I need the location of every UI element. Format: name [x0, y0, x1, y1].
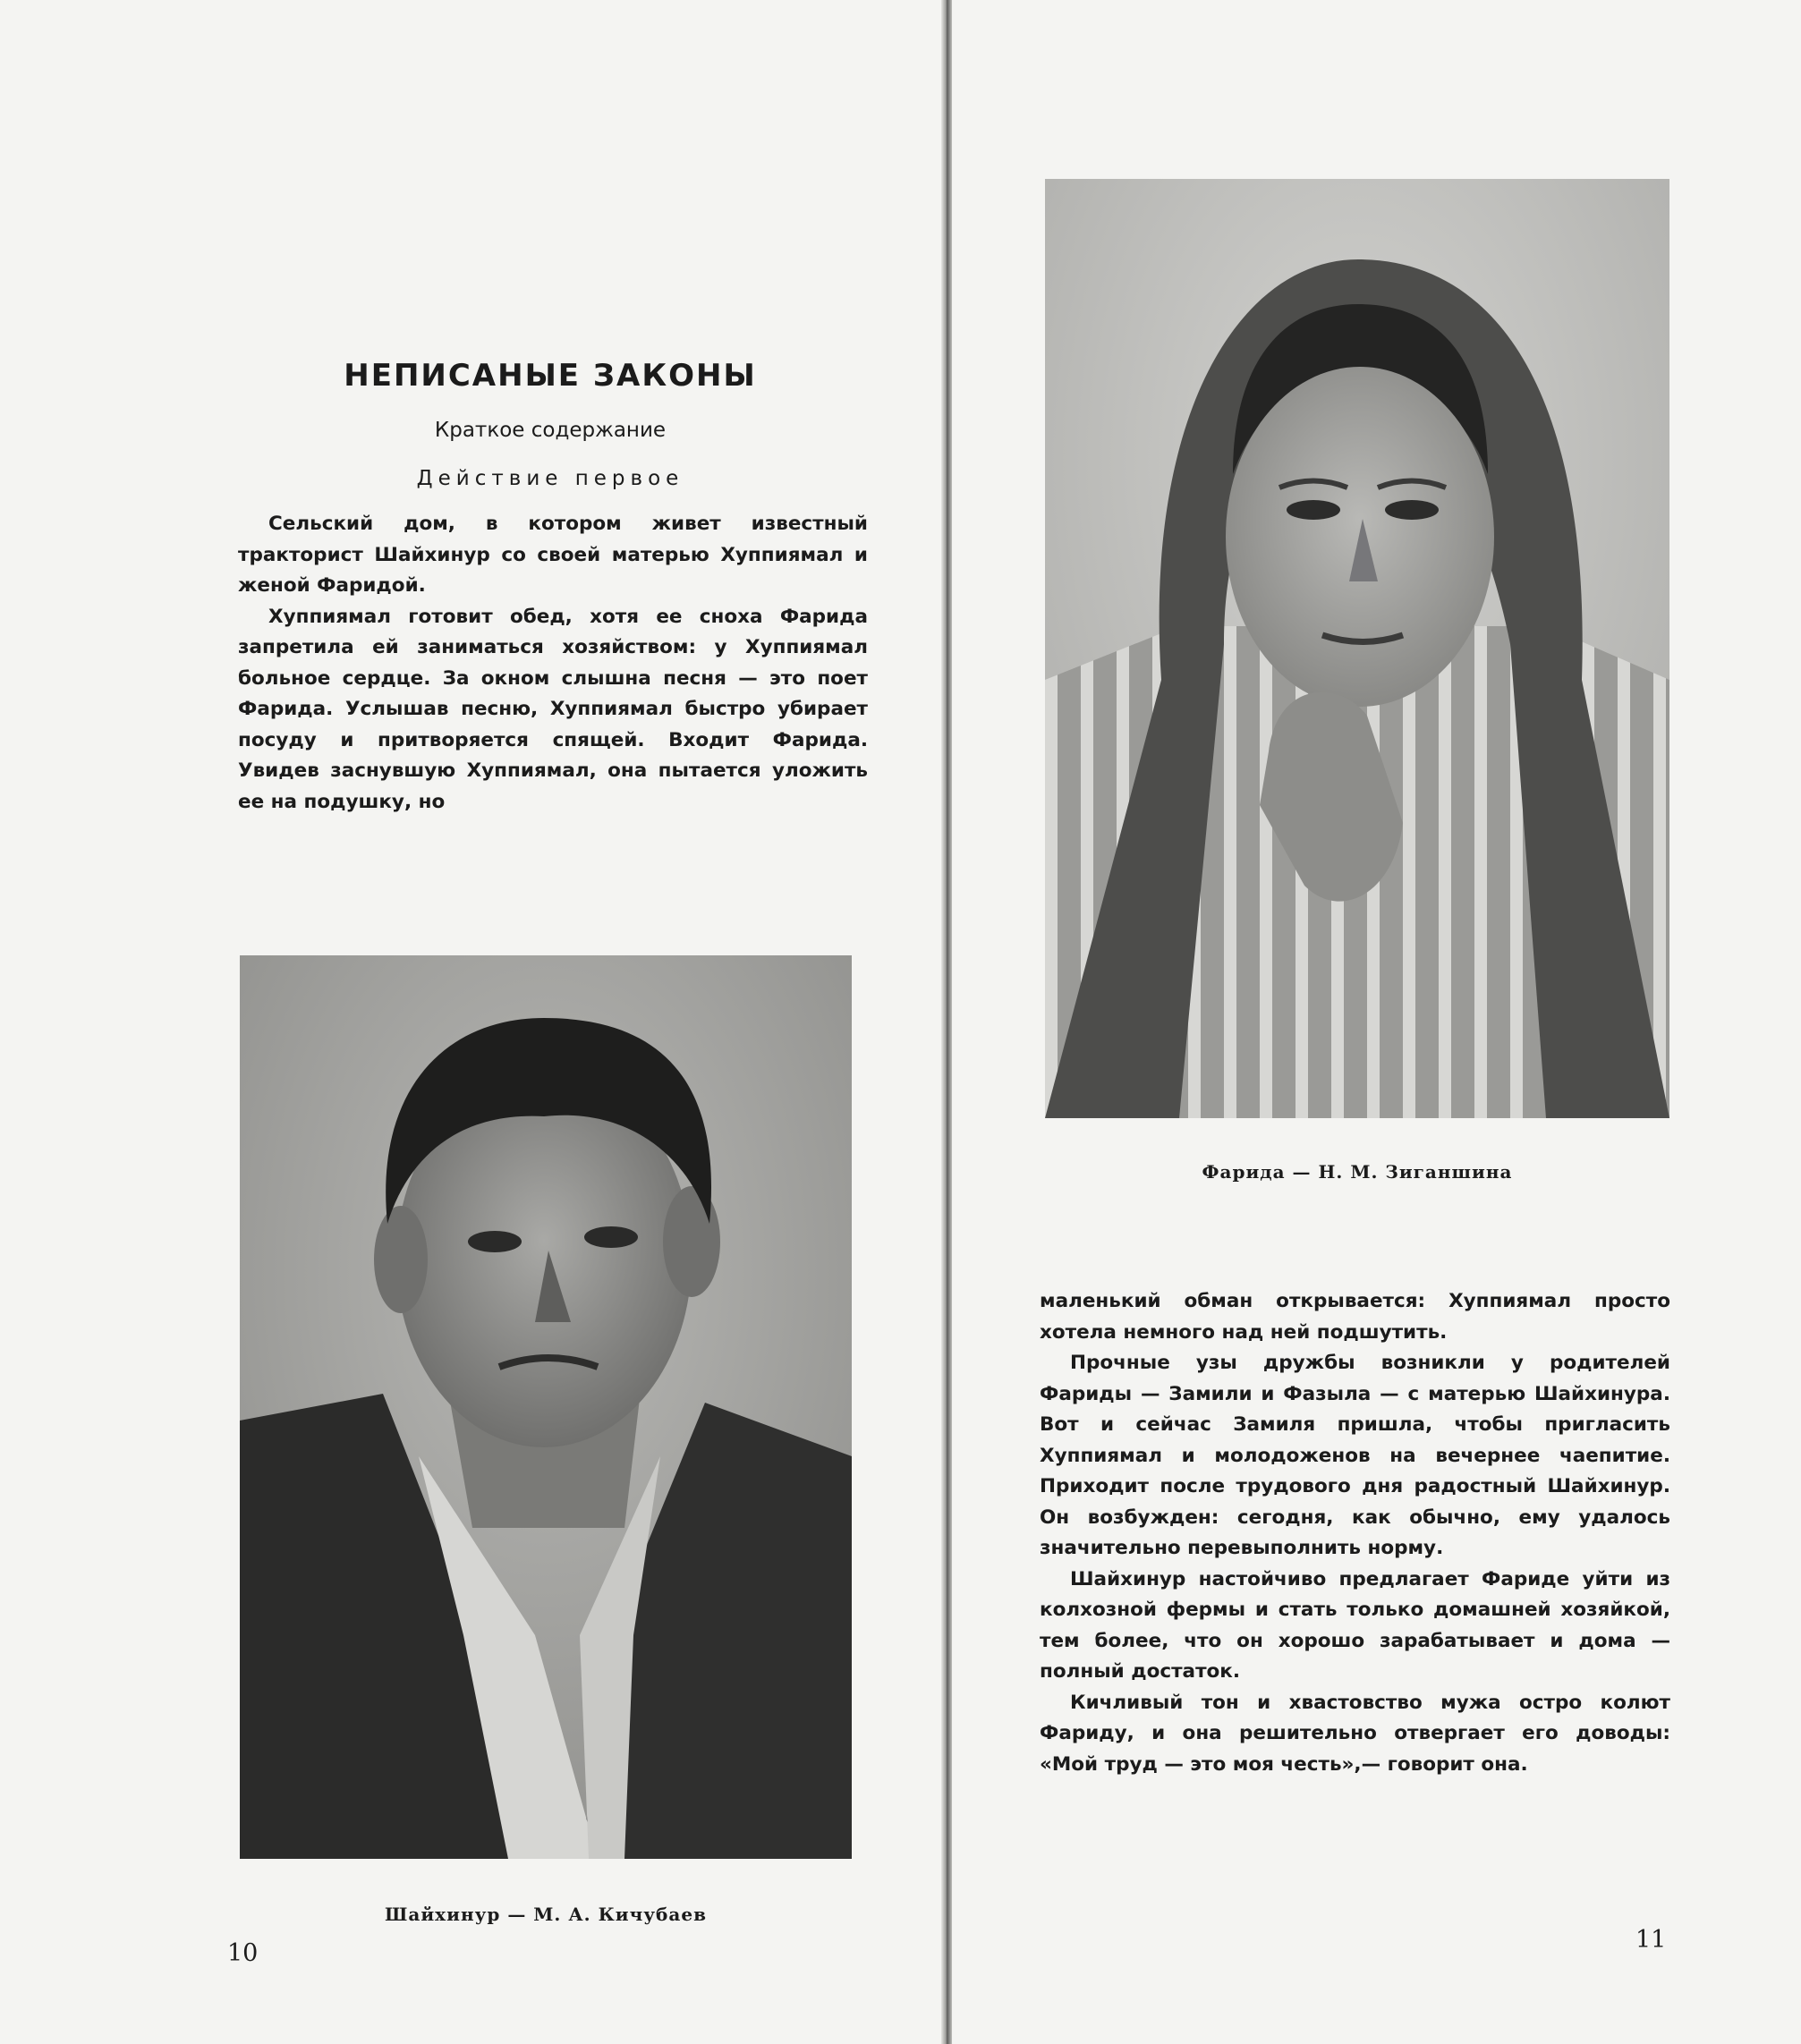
- paragraph: маленький обман открывается: Хуппиямал просто хотела немного над ней подшутить.: [1040, 1290, 1670, 1344]
- photo-caption-right: Фарида — Н. М. Зиганшина: [1202, 1161, 1513, 1183]
- actor-photo-shaikhinur: [240, 955, 852, 1859]
- paragraph: Хуппиямал готовит обед, хотя ее сноха Фарида запретила ей заниматься хозяйством: у Хуппиямал больное сердце. За окном слышна песня — это поет Фарида. Услышав песню, Хуппиямал быстро убирает посуду и притворяется спящей. Входит Фарида. Увидев заснувшую Хуппиямал, она пытается уложить ее на подушку, но: [238, 605, 868, 813]
- page-number-left: 10: [227, 1939, 259, 1967]
- actor-photo-farida: [1045, 179, 1669, 1118]
- photo-caption-left: Шайхинур — М. А. Кичубаев: [385, 1904, 707, 1925]
- book-gutter: [941, 0, 952, 2044]
- left-body-text: [238, 509, 868, 818]
- paragraph: Прочные узы дружбы возникли у родителей Фариды — Замили и Фазыла — с матерью Шайхинура. Вот и сейчас Замиля пришла, чтобы пригласить Хуппиямал и молодоженов на вечернее чаепитие. Приходит после трудового дня радостный Шайхинур. Он возбужден: сегодня, как обычно, ему удалось значительно перевыполнить норму.: [1040, 1352, 1670, 1559]
- paragraph: Сельский дом, в котором живет известный тракторист Шайхинур со своей матерью Хуппиямал и женой Фаридой.: [238, 513, 868, 597]
- play-title: НЕПИСАНЫЕ ЗАКОНЫ: [344, 358, 757, 394]
- act-heading: Действие первое: [416, 467, 684, 490]
- summary-subtitle: Краткое содержание: [434, 419, 667, 442]
- paragraph: Шайхинур настойчиво предлагает Фариде уйти из колхозной фермы и стать только домашней хозяйкой, тем более, что он хорошо зарабатывает и дома — полный достаток.: [1040, 1567, 1670, 1683]
- right-body-text: [1040, 1286, 1670, 1780]
- page-number-right: 11: [1635, 1926, 1667, 1954]
- paragraph: Кичливый тон и хвастовство мужа остро колют Фариду, и она решительно отвергает его доводы: «Мой труд — это моя честь»,— говорит она.: [1040, 1691, 1670, 1776]
